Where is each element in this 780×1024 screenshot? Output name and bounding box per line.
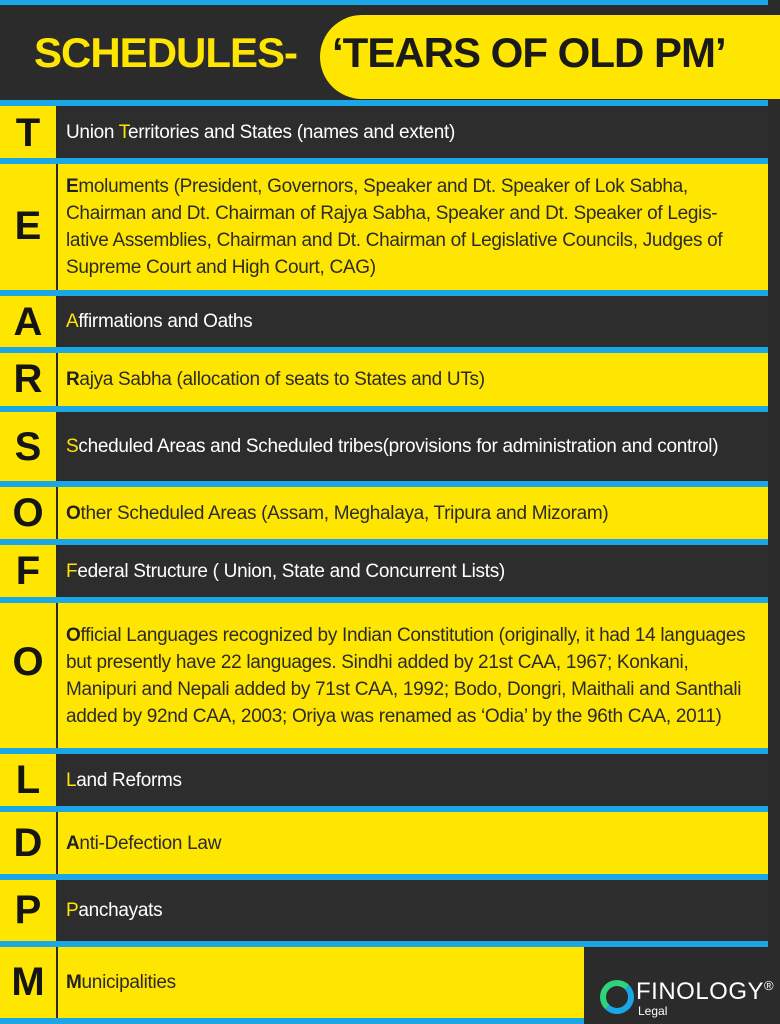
- mnemonic-letter: S: [14, 425, 42, 469]
- header-banner: [0, 0, 768, 100]
- highlight-letter: L: [66, 769, 77, 791]
- highlight-letter: A: [66, 311, 79, 332]
- mnemonic-letter: F: [15, 549, 41, 593]
- mnemonic-letter: O: [12, 640, 44, 684]
- schedule-row: Other Scheduled Areas (Assam, Meghalaya, Tripura and Mizoram): [58, 487, 768, 539]
- logo-subtitle: Legal: [638, 1004, 668, 1018]
- highlight-letter: E: [66, 176, 79, 197]
- mnemonic-letter: E: [14, 204, 42, 248]
- schedule-row: Official Languages recognized by Indian Constitution (originally, it had 14 languages but presently have 22 languages. Sindhi added by 21st CAA, 1967; Konkani, Manipuri and Nepali added by 71st CAA, 1992; Bodo, Dongri, Maithali and Santhali added by 92nd CAA, 2003; Oriya was renamed as ‘Odia’ by the 96th CAA, 2011): [58, 603, 768, 748]
- title-schedules: SCHEDULES-: [34, 29, 298, 76]
- highlight-letter: R: [66, 369, 80, 390]
- schedule-row: Anti-Defection Law: [58, 812, 768, 874]
- mnemonic-letter: T: [15, 111, 41, 155]
- title-mnemonic: ‘TEARS OF OLD PM’: [332, 29, 726, 76]
- highlight-letter: O: [66, 624, 81, 646]
- highlight-letter: S: [66, 436, 79, 457]
- mnemonic-letter: D: [13, 821, 43, 865]
- mnemonic-letter: A: [13, 300, 43, 344]
- highlight-letter: F: [66, 560, 78, 582]
- schedule-row: Federal Structure ( Union, State and Concurrent Lists): [58, 545, 768, 597]
- finology-ring-icon: [600, 980, 634, 1014]
- finology-logo: [584, 968, 775, 1024]
- logo-name: FINOLOGY: [636, 978, 765, 1005]
- highlight-letter: A: [66, 832, 80, 854]
- schedule-row: Scheduled Areas and Scheduled tribes(provisions for administration and control): [58, 412, 768, 481]
- registered-mark: ®: [764, 978, 775, 993]
- mnemonic-letter: R: [13, 357, 43, 401]
- schedule-row: Affirmations and Oaths: [58, 296, 768, 347]
- mnemonic-letter: P: [14, 888, 42, 932]
- highlight-letter: M: [66, 972, 82, 993]
- schedule-row: Emoluments (President, Governors, Speaker and Dt. Speaker of Lok Sabha, Chairman and Dt. Chairman of Rajya Sabha, Speaker and Dt. Speaker of Legis-lative Assemblies, Chairman and Dt. Chairman of Legislative Councils, Judges of Supreme Court and High Court, CAG): [58, 164, 768, 290]
- schedule-row: Union Territories and States (names and extent): [58, 106, 768, 158]
- schedule-row: Municipalities: [58, 947, 584, 1018]
- mnemonic-letter: M: [11, 960, 45, 1004]
- mnemonic-letter: L: [15, 758, 41, 802]
- highlight-letter: P: [66, 900, 79, 921]
- schedule-row: Panchayats: [58, 880, 768, 941]
- highlight-letter: O: [66, 502, 81, 524]
- schedule-row: Land Reforms: [58, 754, 768, 806]
- schedule-row: Rajya Sabha (allocation of seats to States and UTs): [58, 353, 768, 406]
- mnemonic-letter: O: [12, 491, 44, 535]
- highlight-letter: T: [118, 121, 128, 143]
